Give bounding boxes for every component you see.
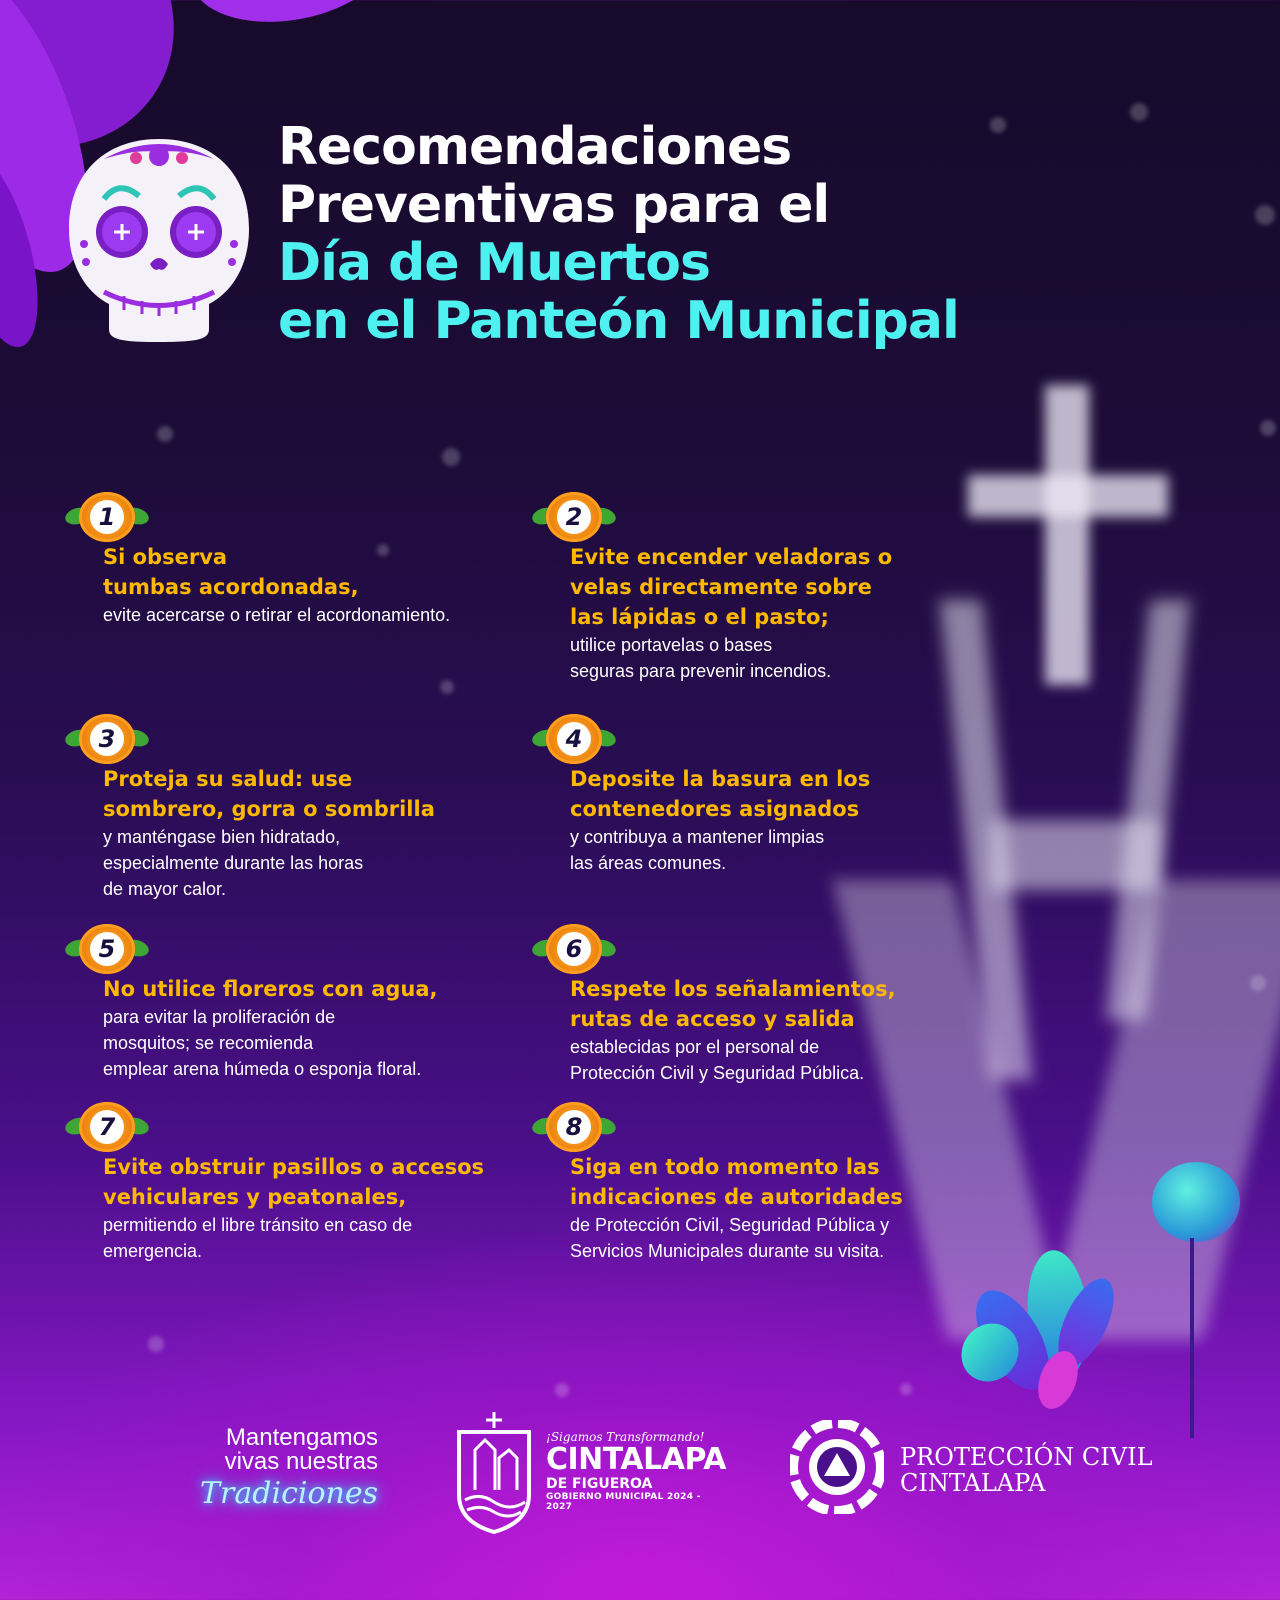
cintalapa-shield-icon	[455, 1410, 533, 1534]
recommendation-text: y manténgase bien hidratado,	[103, 827, 341, 847]
proteccion-civil-name	[900, 1444, 1153, 1496]
petal-decor	[182, 0, 398, 37]
recommendation-heading: contenedores asignados	[570, 797, 860, 821]
marigold-number-badge	[65, 712, 149, 766]
recommendation-item	[103, 974, 563, 1082]
marigold-number-badge	[532, 922, 616, 976]
item-number: 6	[565, 935, 583, 963]
marigold-number-badge	[532, 712, 616, 766]
item-number: 7	[98, 1113, 116, 1141]
recommendation-text: de Protección Civil, Seguridad Pública y	[570, 1215, 890, 1235]
title-line: Día de Muertos	[278, 233, 710, 293]
recommendation-text: emergencia.	[103, 1241, 203, 1261]
slogan	[138, 1426, 378, 1514]
recommendation-text: seguras para prevenir incendios.	[570, 661, 832, 681]
item-number: 4	[565, 725, 583, 753]
item-number: 2	[565, 503, 583, 531]
recommendation-text: mosquitos; se recomienda	[103, 1033, 314, 1053]
marigold-number-badge	[532, 490, 616, 544]
title-line: Recomendaciones	[278, 117, 792, 177]
flower-decor	[1152, 1162, 1240, 1242]
recommendation-text: permitiendo el libre tránsito en caso de	[103, 1215, 413, 1235]
sugar-skull-icon	[64, 134, 254, 344]
cross-icon	[1045, 385, 1089, 685]
marigold-number-badge	[532, 1100, 616, 1154]
pc-line: PROTECCIÓN CIVIL	[900, 1443, 1153, 1471]
recommendation-item	[570, 764, 1030, 876]
recommendation-heading: sombrero, gorra o sombrilla	[103, 797, 435, 821]
cintalapa-tagline: ¡Sigamos Transformando!	[546, 1430, 705, 1444]
recommendation-text: de mayor calor.	[103, 879, 227, 899]
recommendation-item	[570, 542, 1030, 684]
pc-line: CINTALAPA	[900, 1469, 1046, 1497]
recommendation-item	[570, 974, 1030, 1086]
title-line: en el Panteón Municipal	[278, 291, 959, 351]
recommendation-heading: Si observa	[103, 545, 228, 569]
recommendation-heading: Evite encender veladoras o	[570, 545, 893, 569]
recommendation-heading: las lápidas o el pasto;	[570, 605, 829, 629]
page-title	[278, 118, 959, 350]
item-number: 3	[98, 725, 116, 753]
item-number: 1	[98, 503, 116, 531]
recommendation-text: para evitar la proliferación de	[103, 1007, 336, 1027]
marigold-number-badge	[65, 490, 149, 544]
recommendation-heading: Proteja su salud: use	[103, 767, 353, 791]
recommendation-text: Protección Civil y Seguridad Pública.	[570, 1063, 865, 1083]
recommendation-heading: Siga en todo momento las	[570, 1155, 880, 1179]
slogan-line: Mantengamos	[225, 1424, 378, 1451]
cross-icon	[968, 475, 1168, 517]
recommendation-text: establecidas por el personal de	[570, 1037, 820, 1057]
item-number: 8	[565, 1113, 583, 1141]
slogan-line: vivas nuestras	[224, 1448, 378, 1475]
recommendation-text: Servicios Municipales durante su visita.	[570, 1241, 885, 1261]
cintalapa-name: CINTALAPA	[546, 1442, 726, 1477]
marigold-number-badge	[65, 1100, 149, 1154]
proteccion-civil-logo-icon	[790, 1420, 884, 1514]
recommendation-item	[103, 764, 563, 902]
recommendation-item	[570, 1152, 1030, 1264]
recommendation-item	[103, 1152, 563, 1264]
recommendation-item	[103, 542, 563, 628]
recommendation-heading: Deposite la basura en los	[570, 767, 871, 791]
recommendation-heading: No utilice floreros con agua,	[103, 977, 438, 1001]
recommendation-heading: vehiculares y peatonales,	[103, 1185, 407, 1209]
cintalapa-logo	[546, 1430, 726, 1512]
recommendation-heading: tumbas acordonadas,	[103, 575, 359, 599]
recommendation-text: evite acercarse o retirar el acordonamiento.	[103, 605, 451, 625]
recommendation-text: y contribuya a mantener limpias	[570, 827, 825, 847]
marigold-number-badge	[65, 922, 149, 976]
recommendation-heading: Respete los señalamientos,	[570, 977, 896, 1001]
recommendation-heading: rutas de acceso y salida	[570, 1007, 855, 1031]
recommendation-text: emplear arena húmeda o esponja floral.	[103, 1059, 422, 1079]
recommendation-heading: indicaciones de autoridades	[570, 1185, 903, 1209]
cintalapa-de: DE FIGUEROA	[546, 1476, 653, 1492]
title-line: Preventivas para el	[278, 175, 830, 235]
recommendation-heading: velas directamente sobre	[570, 575, 872, 599]
item-number: 5	[98, 935, 116, 963]
cintalapa-government: GOBIERNO MUNICIPAL 2024 - 2027	[546, 1492, 701, 1512]
recommendation-heading: Evite obstruir pasillos o accesos	[103, 1155, 485, 1179]
recommendation-text: utilice portavelas o bases	[570, 635, 773, 655]
recommendation-text: las áreas comunes.	[570, 853, 727, 873]
recommendation-text: especialmente durante las horas	[103, 853, 364, 873]
slogan-neon: Tradiciones	[200, 1476, 378, 1511]
